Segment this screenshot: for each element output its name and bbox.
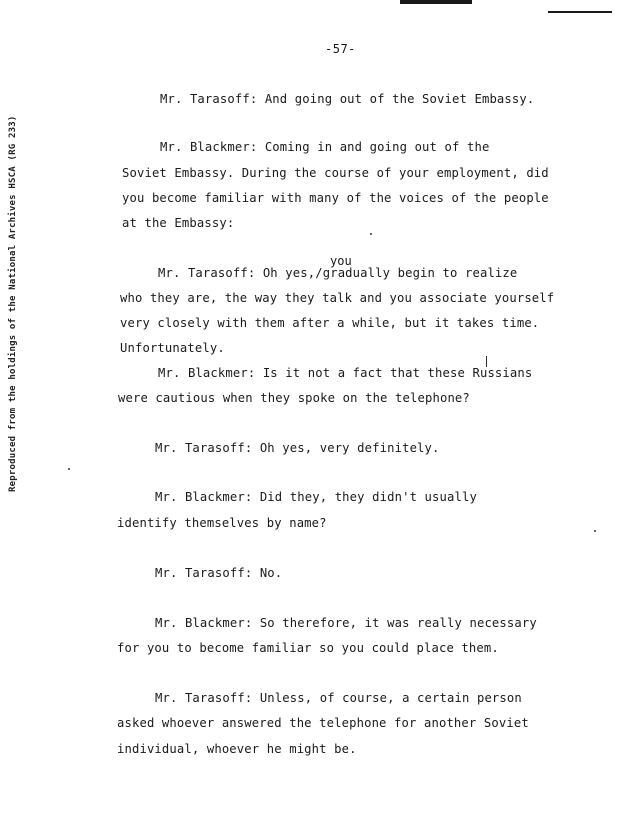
scan-speck xyxy=(68,468,70,470)
archive-side-note: Reproduced from the holdings of the National Archives HSCA (RG 233) xyxy=(8,115,18,492)
transcript-line: asked whoever answered the telephone for another Soviet xyxy=(117,716,529,730)
scan-speck xyxy=(594,530,596,532)
transcript-line: Mr. Tarasoff: Oh yes,/gradually begin to realize xyxy=(158,266,518,280)
transcript-line: Mr. Blackmer: So therefore, it was really necessary xyxy=(155,616,537,630)
transcript-line: Unfortunately. xyxy=(120,341,225,355)
transcript-line: Mr. Tarasoff: Oh yes, very definitely. xyxy=(155,441,440,455)
transcript-line: who they are, the way they talk and you associate yourself xyxy=(120,291,555,305)
page-number: -57- xyxy=(325,42,356,56)
transcript-line: you become familiar with many of the voices of the people xyxy=(122,191,549,205)
transcript-line: at the Embassy: xyxy=(122,216,235,230)
transcript-line: Soviet Embassy. During the course of your employment, did xyxy=(122,166,549,180)
scan-speck xyxy=(370,233,372,235)
transcript-line: Mr. Tarasoff: And going out of the Soviet Embassy. xyxy=(160,92,535,106)
handwritten-insertion: you xyxy=(330,254,352,268)
transcript-line: Mr. Blackmer: Coming in and going out of the xyxy=(160,140,490,154)
transcript-line: Mr. Tarasoff: No. xyxy=(155,566,283,580)
transcript-line: Mr. Tarasoff: Unless, of course, a certain person xyxy=(155,691,522,705)
transcript-line: very closely with them after a while, but it takes time. xyxy=(120,316,540,330)
transcript-line: Mr. Blackmer: Is it not a fact that these Russians xyxy=(158,366,533,380)
scan-artifact-top xyxy=(400,0,472,4)
transcript-line: were cautious when they spoke on the telephone? xyxy=(118,391,470,405)
transcript-line: individual, whoever he might be. xyxy=(117,742,357,756)
transcript-line: Mr. Blackmer: Did they, they didn't usually xyxy=(155,490,477,504)
transcript-line: identify themselves by name? xyxy=(117,516,327,530)
scan-artifact-top-right xyxy=(548,11,612,13)
transcript-line: for you to become familiar so you could place them. xyxy=(117,641,499,655)
